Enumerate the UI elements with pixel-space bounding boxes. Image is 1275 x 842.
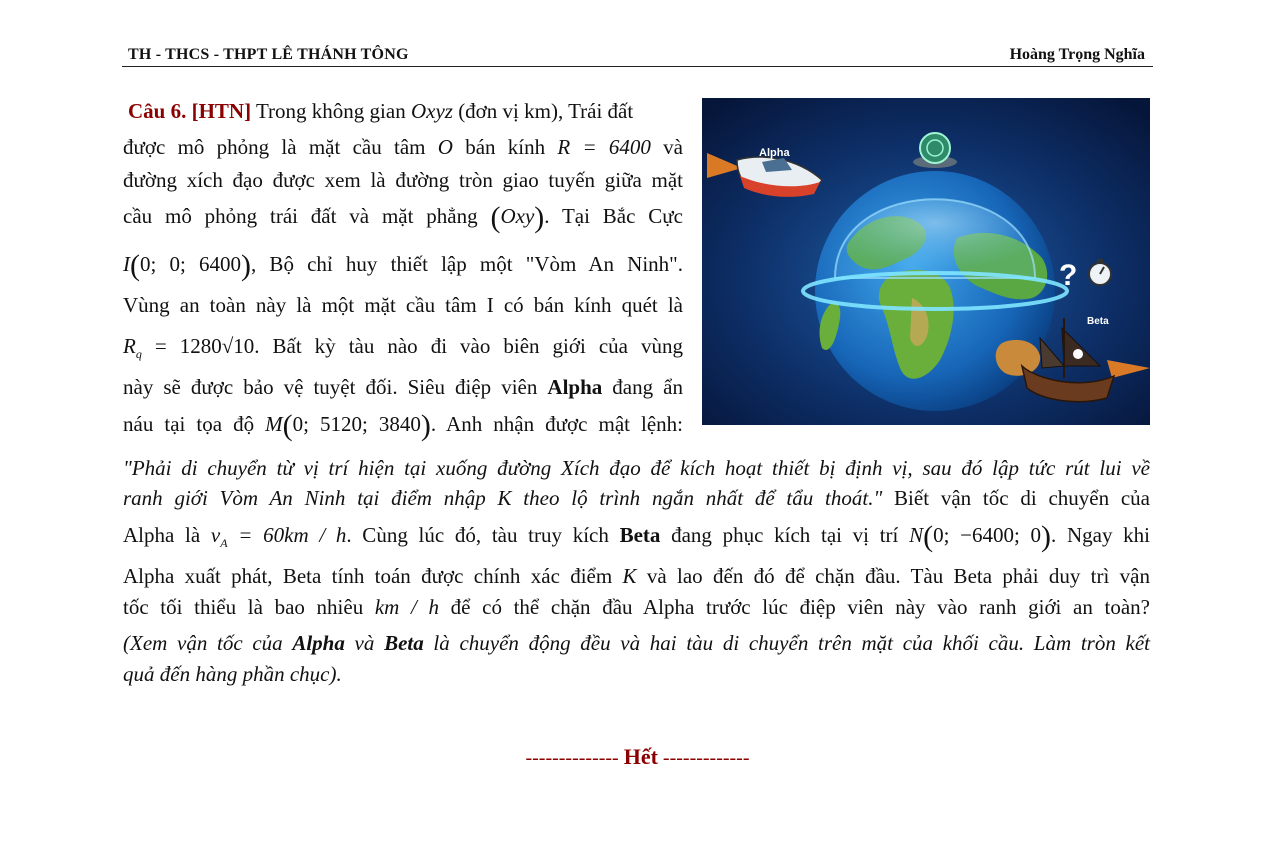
author-name: Hoàng Trọng Nghĩa bbox=[1009, 46, 1145, 63]
earth-illustration bbox=[702, 98, 1150, 425]
question-line-15: (Xem vận tốc của Alpha và Beta là chuyển động đều và hai tàu di chuyển trên mặt của khối cầu. Làm tròn kết bbox=[123, 631, 1150, 655]
question-line-1: Câu 6. [HTN] Trong không gian Oxyz (đơn vị km), Trái đất bbox=[128, 99, 634, 123]
question-line-7: $R_q = 1280√10$. Bất kỳ tàu nào đi vào biên giới của vùng bbox=[123, 334, 683, 362]
question-line-6: Vùng an toàn này là một mặt cầu tâm I có bán kính quét là bbox=[123, 293, 683, 317]
question-line-4: cầu mô phỏng trái đất và mặt phẳng (Oxy). Tại Bắc Cực bbox=[123, 201, 683, 234]
question-line-3: đường xích đạo được xem là đường tròn giao tuyến giữa mặt bbox=[123, 168, 683, 192]
question-line-13: Alpha xuất phát, Beta tính toán được chính xác điểm K và lao đến đó để chặn đầu. Tàu Beta phải duy trì vận bbox=[123, 564, 1150, 588]
question-line-2: được mô phỏng là mặt cầu tâm O bán kính R = 6400 và bbox=[123, 135, 684, 159]
question-line-16: quả đến hàng phần chục). bbox=[123, 662, 342, 686]
question-line-5: I(0; 0; 6400), Bộ chỉ huy thiết lập một "Vòm An Ninh". bbox=[123, 249, 683, 282]
question-line-11: ranh giới Vòm An Ninh tại điểm nhập K theo lộ trình ngắn nhất để tẩu thoát." Biết vận tốc di chuyển của bbox=[123, 486, 1151, 510]
question-line-10: "Phải di chuyển từ vị trí hiện tại xuống đường Xích đạo để kích hoạt thiết bị định vị, sau đó lập tức rút lui về bbox=[123, 456, 1150, 480]
beta-label: Beta bbox=[1087, 316, 1109, 327]
earth-scene-svg bbox=[702, 98, 1150, 425]
school-name: TH - THCS - THPT LÊ THÁNH TÔNG bbox=[128, 46, 409, 63]
page-header bbox=[122, 44, 1153, 67]
end-text: Hết bbox=[623, 744, 658, 769]
question-mark-icon: ? bbox=[1059, 259, 1078, 292]
skull-icon bbox=[1073, 349, 1083, 359]
question-label: Câu 6. [HTN] bbox=[128, 99, 252, 123]
question-line-12: Alpha là $v_A = 60km / h$. Cùng lúc đó, tàu truy kích Beta đang phục kích tại vị trí N(0; −6400; 0). Ngay khi bbox=[123, 520, 1150, 553]
question-line-8: này sẽ được bảo vệ tuyệt đối. Siêu điệp viên Alpha đang ẩn bbox=[123, 375, 683, 399]
radar-icon bbox=[920, 133, 950, 163]
stopwatch-button bbox=[1097, 259, 1103, 263]
question-line-14: tốc tối thiểu là bao nhiêu km / h để có thể chặn đầu Alpha trước lúc điệp viên này vào ranh giới an toàn? bbox=[123, 595, 1150, 619]
question-line-9: náu tại tọa độ M(0; 5120; 3840). Anh nhận được mật lệnh: bbox=[123, 409, 684, 442]
alpha-label: Alpha bbox=[759, 147, 790, 159]
end-marker: -------------- Hết ------------- bbox=[525, 744, 750, 769]
